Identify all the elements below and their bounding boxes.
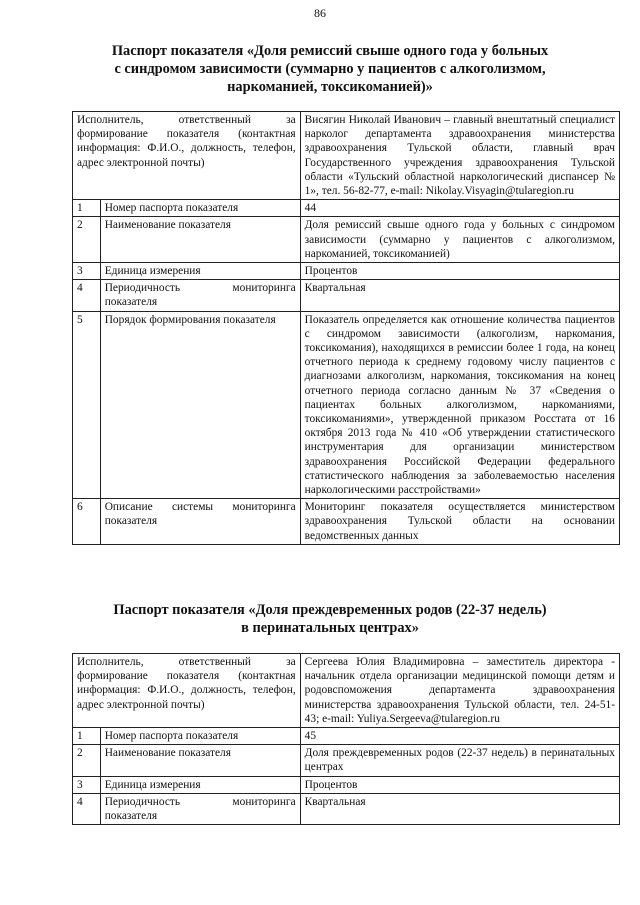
- table-row: [73, 280, 620, 311]
- row-label: Описание системы мониторинга показателя: [100, 499, 300, 545]
- row-label: Единица измерения: [100, 263, 300, 280]
- row-number: 3: [73, 263, 101, 280]
- executor-label: Исполнитель, ответственный за формирование показателя (контактная информация: Ф.И.О., должность, телефон, адрес электронной почты): [73, 654, 301, 728]
- row-number: 4: [73, 280, 101, 311]
- title-line: в перинатальных центрах»: [241, 620, 419, 636]
- row-value: Мониторинг показателя осуществляется министерством здравоохранения Тульской области на основании ведомственных данных: [300, 499, 619, 545]
- row-number: 3: [73, 776, 101, 793]
- table-row: [73, 263, 620, 280]
- row-value: Показатель определяется как отношение количества пациентов с синдромом зависимости (алкоголизм, наркомания, токсикомания), находящихся в ремиссии более 1 года, на конец отчетного периода к среднему годовому числу пациентов с диагнозами алкоголизм, наркомания, токсикомания на конец отчетного периода согласно данным № 37 «Сведения о пациентах больных алкоголизмом, наркоманиями, токсикоманиями», утвержденной приказом Росстата от 16 октября 2013 года № 410 «Об утверждении статистического инструментария для организации министерством здравоохранения Российской Федерации федерального статистического наблюдения за заболеваемостью населения наркологическими расстройствами»: [300, 311, 619, 499]
- row-number: 5: [73, 311, 101, 499]
- row-value: Процентов: [300, 263, 619, 280]
- row-label: Порядок формирования показателя: [100, 311, 300, 499]
- row-number: 1: [73, 728, 101, 745]
- row-value: Квартальная: [300, 280, 619, 311]
- row-value: Доля преждевременных родов (22-37 недель) в перинатальных центрах: [300, 745, 619, 776]
- passport-44-title: [70, 42, 590, 96]
- passport-45-title: [70, 601, 590, 637]
- title-line: наркоманией, токсикоманией)»: [227, 79, 433, 95]
- executor-value: Сергеева Юлия Владимировна – заместитель директора - начальник отдела организации медицинской помощи детям и родовспоможения департамента здравоохранения министерства здравоохранения Тульской области, тел. 24-51-43; e-mail: Yuliya.Sergeeva@tularegion.ru: [300, 654, 619, 728]
- title-line: с синдромом зависимости (суммарно у пациентов с алкоголизмом,: [114, 61, 546, 77]
- row-label: Периодичность мониторинга показателя: [100, 793, 300, 824]
- passport-44-table: [72, 111, 620, 545]
- row-number: 1: [73, 200, 101, 217]
- title-line: Паспорт показателя «Доля ремиссий свыше одного года у больных: [111, 43, 549, 59]
- table-row: [73, 776, 620, 793]
- row-number: 2: [73, 745, 101, 776]
- row-label: Номер паспорта показателя: [100, 200, 300, 217]
- row-value: Квартальная: [300, 793, 619, 824]
- row-number: 2: [73, 217, 101, 263]
- passport-45-table: [72, 653, 620, 825]
- row-label: Наименование показателя: [100, 217, 300, 263]
- table-row: [73, 200, 620, 217]
- row-value: 45: [300, 728, 619, 745]
- row-label: Наименование показателя: [100, 745, 300, 776]
- table-row: [73, 793, 620, 824]
- table-row: [73, 499, 620, 545]
- table-row: [73, 745, 620, 776]
- row-label: Номер паспорта показателя: [100, 728, 300, 745]
- executor-row: [73, 112, 620, 200]
- row-value: Процентов: [300, 776, 619, 793]
- row-value: Доля ремиссий свыше одного года у больных с синдромом зависимости (суммарно у пациентов с алкоголизмом, наркоманией, токсикоманией): [300, 217, 619, 263]
- row-label: Единица измерения: [100, 776, 300, 793]
- row-value: 44: [300, 200, 619, 217]
- table-row: [73, 311, 620, 499]
- page-number: 86: [314, 6, 326, 20]
- table-row: [73, 217, 620, 263]
- row-label: Периодичность мониторинга показателя: [100, 280, 300, 311]
- row-number: 4: [73, 793, 101, 824]
- title-line: Паспорт показателя «Доля преждевременных родов (22-37 недель): [113, 602, 547, 618]
- table-row: [73, 728, 620, 745]
- executor-row: [73, 654, 620, 728]
- executor-value: Висягин Николай Иванович – главный внештатный специалист нарколог департамента здравоохранения министерства здравоохранения Тульской области, главный врач Государственного учреждения здравоохранения Тульской области «Тульский областной наркологический диспансер № 1», тел. 56-82-77, e-mail: Nikolay.Visyagin@tularegion.ru: [300, 112, 619, 200]
- row-number: 6: [73, 499, 101, 545]
- executor-label: Исполнитель, ответственный за формирование показателя (контактная информация: Ф.И.О., должность, телефон, адрес электронной почты): [73, 112, 301, 200]
